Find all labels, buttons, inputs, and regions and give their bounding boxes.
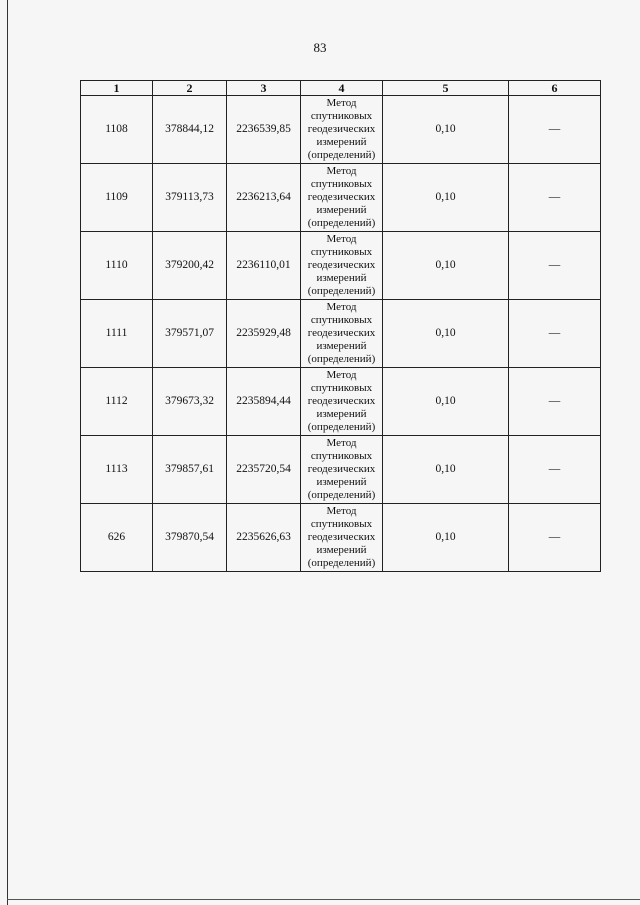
cell-dash: [509, 368, 601, 436]
header-col-4: 4: [301, 81, 383, 96]
method-line: Метод: [326, 233, 357, 245]
cell-coordinate-x: 378844,12: [153, 96, 227, 164]
cell-dash: [509, 232, 601, 300]
dash-mark: —: [548, 259, 561, 271]
dash-mark: —: [548, 531, 561, 543]
cell-dash: [509, 300, 601, 368]
cell-accuracy: 0,10: [383, 232, 509, 300]
cell-method: [301, 300, 383, 368]
cell-coordinate-x: 379870,54: [153, 504, 227, 572]
cell-point-number: 1112: [81, 368, 153, 436]
cell-method: [301, 436, 383, 504]
table-header-row: [81, 81, 601, 96]
method-line: (определений): [307, 353, 376, 365]
cell-method: [301, 232, 383, 300]
cell-point-number: 1109: [81, 164, 153, 232]
page-bottom-edge: [7, 899, 640, 900]
cell-accuracy: 0,10: [383, 164, 509, 232]
dash-mark: —: [548, 395, 561, 407]
table-body: [81, 96, 601, 572]
cell-coordinate-y: 2235626,63: [227, 504, 301, 572]
method-line: геодезических: [307, 463, 376, 475]
method-line: спутниковых: [310, 246, 373, 258]
table-row: [81, 504, 601, 572]
table-row: [81, 96, 601, 164]
cell-point-number: 1113: [81, 436, 153, 504]
cell-point-number: 1110: [81, 232, 153, 300]
method-line: измерений: [316, 544, 367, 556]
cell-accuracy: 0,10: [383, 96, 509, 164]
method-line: (определений): [307, 217, 376, 229]
method-line: (определений): [307, 285, 376, 297]
method-line: Метод: [326, 165, 357, 177]
cell-dash: [509, 96, 601, 164]
cell-coordinate-x: 379857,61: [153, 436, 227, 504]
table-row: [81, 436, 601, 504]
cell-dash: [509, 436, 601, 504]
method-line: спутниковых: [310, 314, 373, 326]
cell-coordinate-y: 2236539,85: [227, 96, 301, 164]
method-line: измерений: [316, 136, 367, 148]
cell-coordinate-y: 2235720,54: [227, 436, 301, 504]
cell-dash: [509, 504, 601, 572]
cell-point-number: 1111: [81, 300, 153, 368]
method-line: Метод: [326, 437, 357, 449]
method-line: геодезических: [307, 531, 376, 543]
method-line: Метод: [326, 369, 357, 381]
page-left-edge: [7, 0, 8, 905]
cell-coordinate-x: 379113,73: [153, 164, 227, 232]
table-row: [81, 232, 601, 300]
method-line: спутниковых: [310, 110, 373, 122]
cell-dash: [509, 164, 601, 232]
table-row: [81, 300, 601, 368]
header-col-5: 5: [383, 81, 509, 96]
header-col-6: 6: [509, 81, 601, 96]
table-row: [81, 368, 601, 436]
method-line: Метод: [326, 97, 357, 109]
method-line: (определений): [307, 557, 376, 569]
dash-mark: —: [548, 123, 561, 135]
cell-method: [301, 96, 383, 164]
cell-method: [301, 164, 383, 232]
cell-method: [301, 368, 383, 436]
method-line: (определений): [307, 149, 376, 161]
method-line: (определений): [307, 489, 376, 501]
coordinates-table: [80, 80, 601, 572]
method-line: спутниковых: [310, 450, 373, 462]
header-col-1: 1: [81, 81, 153, 96]
method-line: измерений: [316, 272, 367, 284]
method-line: измерений: [316, 340, 367, 352]
method-line: спутниковых: [310, 178, 373, 190]
method-line: (определений): [307, 421, 376, 433]
cell-coordinate-y: 2235929,48: [227, 300, 301, 368]
cell-coordinate-y: 2236110,01: [227, 232, 301, 300]
header-col-3: 3: [227, 81, 301, 96]
method-line: геодезических: [307, 395, 376, 407]
dash-mark: —: [548, 191, 561, 203]
method-line: геодезических: [307, 259, 376, 271]
cell-coordinate-y: 2235894,44: [227, 368, 301, 436]
method-line: геодезических: [307, 191, 376, 203]
cell-point-number: 626: [81, 504, 153, 572]
cell-coordinate-x: 379571,07: [153, 300, 227, 368]
cell-coordinate-x: 379200,42: [153, 232, 227, 300]
cell-coordinate-x: 379673,32: [153, 368, 227, 436]
cell-accuracy: 0,10: [383, 436, 509, 504]
method-line: спутниковых: [310, 518, 373, 530]
method-line: Метод: [326, 301, 357, 313]
method-line: измерений: [316, 476, 367, 488]
method-line: геодезических: [307, 327, 376, 339]
cell-point-number: 1108: [81, 96, 153, 164]
method-line: геодезических: [307, 123, 376, 135]
dash-mark: —: [548, 327, 561, 339]
header-col-2: 2: [153, 81, 227, 96]
method-line: измерений: [316, 204, 367, 216]
cell-coordinate-y: 2236213,64: [227, 164, 301, 232]
cell-accuracy: 0,10: [383, 504, 509, 572]
page-number: 83: [313, 40, 327, 55]
method-line: измерений: [316, 408, 367, 420]
cell-method: [301, 504, 383, 572]
cell-accuracy: 0,10: [383, 300, 509, 368]
method-line: Метод: [326, 505, 357, 517]
table-row: [81, 164, 601, 232]
dash-mark: —: [548, 463, 561, 475]
cell-accuracy: 0,10: [383, 368, 509, 436]
method-line: спутниковых: [310, 382, 373, 394]
